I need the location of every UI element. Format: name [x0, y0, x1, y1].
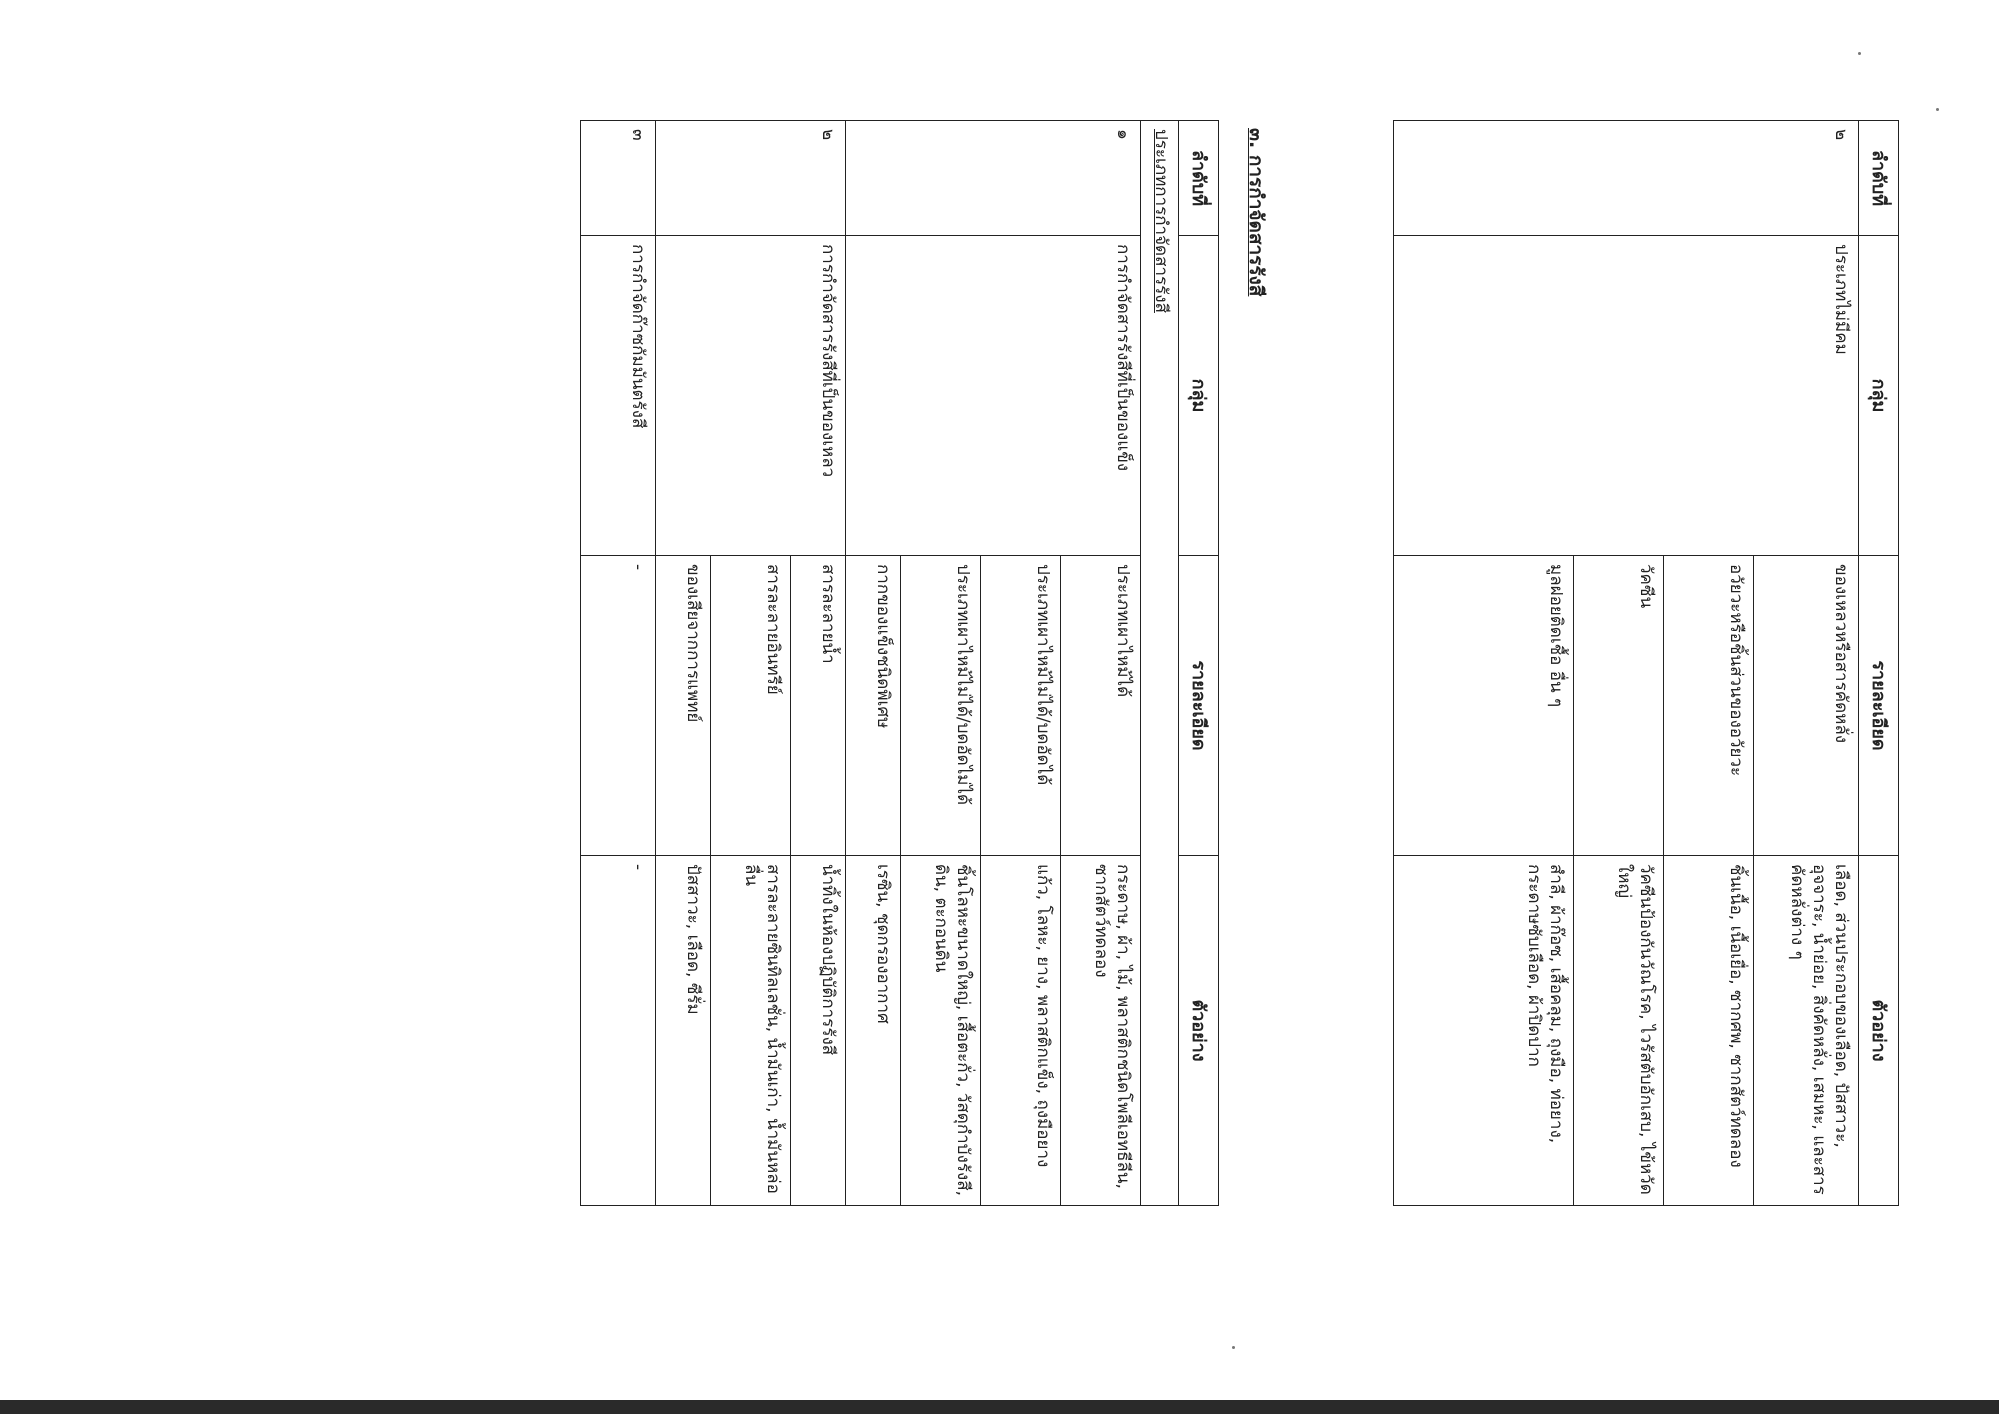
row-group: การกำจัดสารรังสีที่เป็นของเหลว — [656, 236, 846, 556]
header-group: กลุ่ม — [1859, 236, 1899, 556]
row-number: ๒ — [656, 121, 846, 236]
row-example: สำลี, ผ้าก๊อซ, เสื้อคลุม, ถุงมือ, ท่อยาง, กระดาษซับเลือด, ผ้าปิดปาก — [1394, 856, 1574, 1206]
row-example: สารละลายซินทิลเลชั่น, น้ำมันเก่า, น้ำมันหล่อลื่น — [711, 856, 791, 1206]
header-example: ตัวอย่าง — [1179, 856, 1219, 1206]
row-detail: มูลฝอยติดเชื้อ อื่น ๆ — [1394, 556, 1574, 856]
scan-speck — [1858, 52, 1861, 55]
row-detail: ของเหลวหรือสารคัดหลั่ง — [1754, 556, 1859, 856]
table-header-row — [1179, 121, 1219, 1206]
row-example: กระดาษ, ผ้า, ไม้, พลาสติกชนิดโพลีเอทธีลีน, ซากสัตว์ทดลอง — [1061, 856, 1141, 1206]
header-detail: รายละเอียด — [1859, 556, 1899, 856]
table-header-row — [1859, 121, 1899, 1206]
row-example: เลือด, ส่วนประกอบของเลือด, ปัสสาวะ, อุจจาระ, น้ำย่อย, สิ่งคัดหลั่ง, เสมหะ, และสารคัดหลั่งต่าง ๆ — [1754, 856, 1859, 1206]
row-detail: สารละลายน้ำ — [791, 556, 846, 856]
row-detail: ประเภทเผาไหม้ไม่ได้/บดอัดได้ — [981, 556, 1061, 856]
scan-bottom-edge — [0, 1400, 1999, 1414]
row-group: ประเภทไม่มีคม — [1394, 236, 1859, 556]
row-number: ๒ — [1394, 121, 1859, 236]
header-example: ตัวอย่าง — [1859, 856, 1899, 1206]
row-group: การกำจัดก๊าซกัมมันตรังสี — [581, 236, 656, 556]
scan-speck — [1936, 108, 1939, 111]
row-detail: อวัยวะหรือชิ้นส่วนของอวัยวะ — [1664, 556, 1754, 856]
scan-speck — [1232, 1346, 1235, 1349]
table-subheader: ประเภทการกำจัดสารรังสี — [1141, 121, 1179, 1206]
row-example: เรซิน, ชุดกรองอากาศ — [846, 856, 901, 1206]
header-group: กลุ่ม — [1179, 236, 1219, 556]
row-detail: ประเภทเผาไหม้ได้ — [1061, 556, 1141, 856]
rotated-document-page — [349, 120, 1899, 1210]
row-number: ๑ — [846, 121, 1141, 236]
radioactive-waste-table — [580, 120, 1219, 1206]
row-example: วัคซีนป้องกันวัณโรค, ไวรัสตับอักเสบ, ไข้หวัดใหญ่ — [1574, 856, 1664, 1206]
table-row — [581, 121, 656, 1206]
section-title: ๓. การกำจัดสารรังสี — [1245, 128, 1267, 297]
row-detail: ประเภทเผาไหม้ไม่ได้/บดอัดไม่ได้ — [901, 556, 981, 856]
infectious-waste-table — [1393, 120, 1899, 1206]
table-row — [791, 121, 846, 1206]
row-example: ชิ้นเนื้อ, เนื้อเยื่อ, ซากศพ, ซากสัตว์ทดลอง — [1664, 856, 1754, 1206]
row-group: การกำจัดสารรังสีที่เป็นของแข็ง — [846, 236, 1141, 556]
row-detail: กากของแข็งชนิดพิเศษ — [846, 556, 901, 856]
row-example: - — [581, 856, 656, 1206]
header-detail: รายละเอียด — [1179, 556, 1219, 856]
table-subheader-row — [1141, 121, 1179, 1206]
header-order: ลำดับที่ — [1859, 121, 1899, 236]
row-detail: วัคซีน — [1574, 556, 1664, 856]
row-detail: สารละลายอินทรีย์ — [711, 556, 791, 856]
row-example: ชิ้นโลหะขนาดใหญ่, เสื้อตะกั่ว, วัสดุกำบังรังสี, ดิน, ตะกอนดิน — [901, 856, 981, 1206]
table-row — [1754, 121, 1859, 1206]
header-order: ลำดับที่ — [1179, 121, 1219, 236]
row-example: ปัสสาวะ, เลือด, ซีรั่ม — [656, 856, 711, 1206]
row-example: น้ำทิ้งในห้องปฏิบัติการรังสี — [791, 856, 846, 1206]
row-detail: - — [581, 556, 656, 856]
row-detail: ของเสียจากการแพทย์ — [656, 556, 711, 856]
table-row — [1061, 121, 1141, 1206]
row-example: แก้ว, โลหะ, ยาง, พลาสติกแข็ง, ถุงมือยาง — [981, 856, 1061, 1206]
row-number: ๓ — [581, 121, 656, 236]
